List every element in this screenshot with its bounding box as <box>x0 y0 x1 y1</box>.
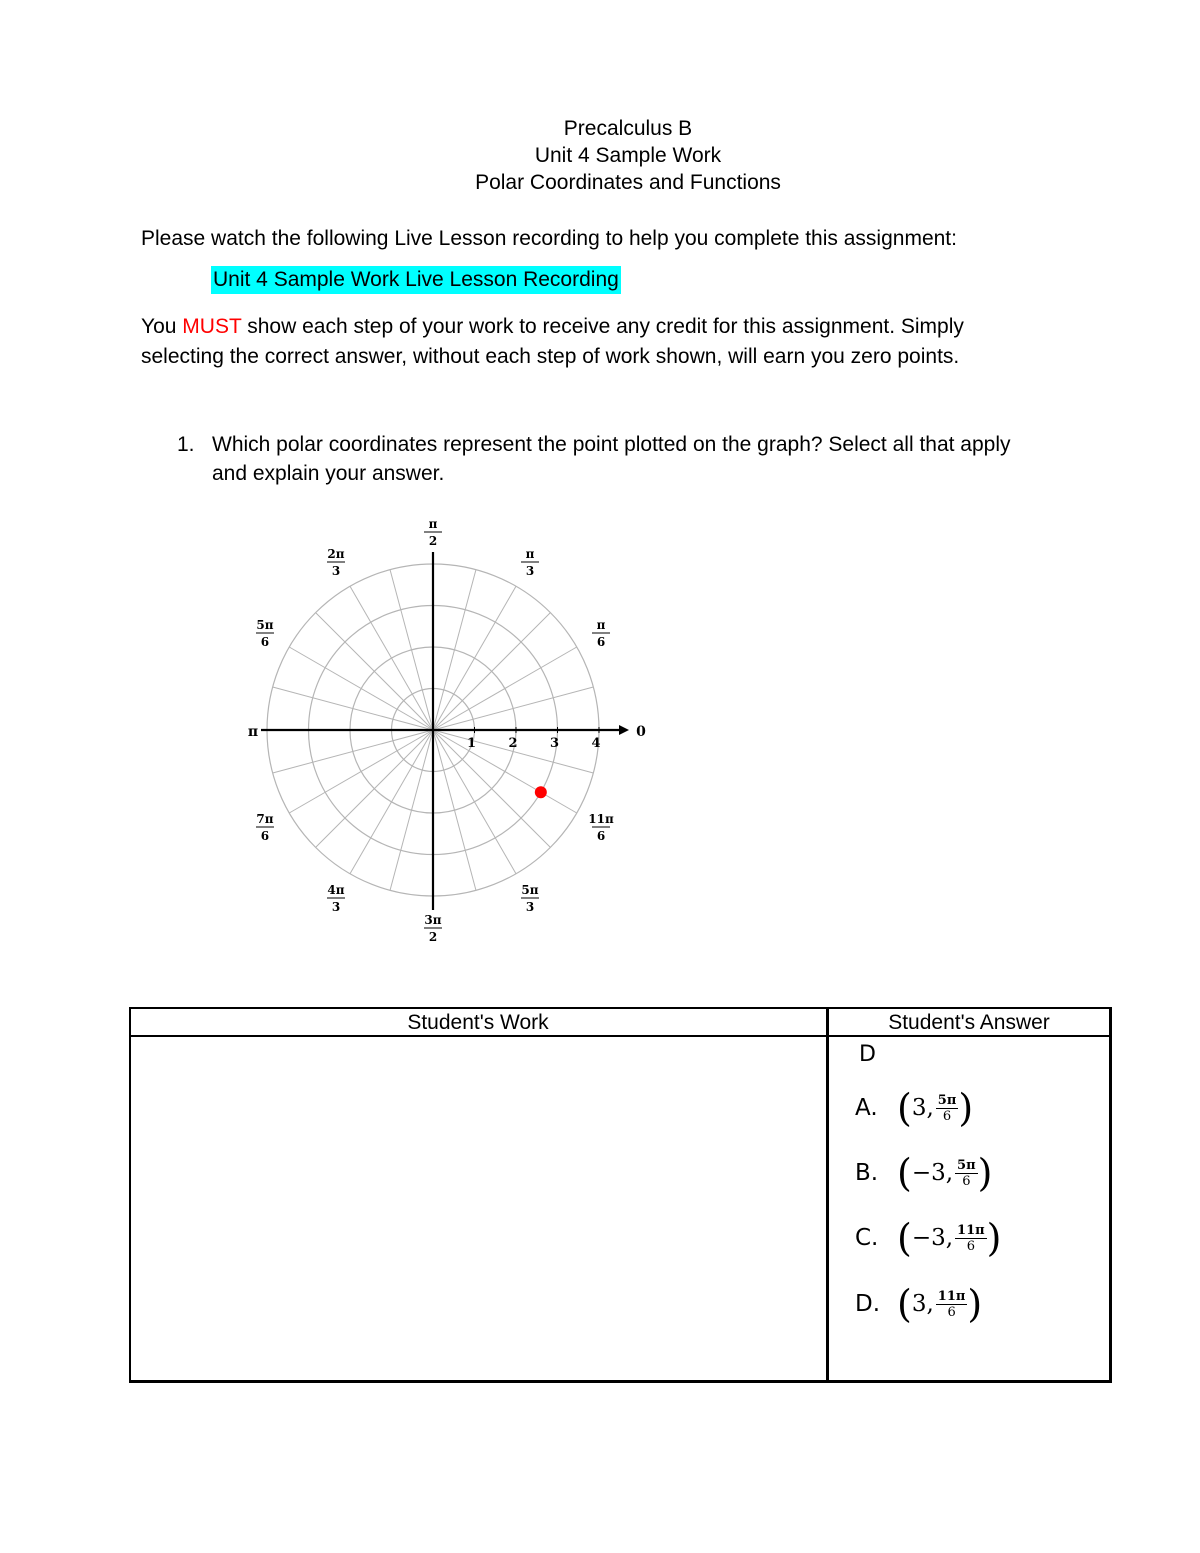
course-title: Precalculus B <box>563 117 693 140</box>
question-text <box>212 430 1132 488</box>
angle-label-numerator: 5π <box>521 883 539 898</box>
option-radius: 3, <box>911 1291 934 1317</box>
plotted-point <box>535 786 547 798</box>
angle-label <box>327 547 345 578</box>
option-expression <box>897 1282 983 1326</box>
option-angle <box>936 1093 959 1124</box>
left-paren: ( <box>897 1282 912 1326</box>
warning-pre: You <box>141 315 183 338</box>
right-paren: ) <box>958 1086 974 1130</box>
student-answer-value[interactable]: D <box>859 1042 876 1067</box>
topic-title: Polar Coordinates and Functions <box>475 171 781 194</box>
angle-label <box>592 618 610 649</box>
x-axis-arrow <box>619 725 629 735</box>
table-header-border <box>129 1035 1112 1037</box>
option-letter: D. <box>855 1291 881 1317</box>
left-paren: ( <box>897 1086 912 1130</box>
angle-numerator: 5π <box>957 1157 976 1173</box>
live-lesson-link[interactable]: Unit 4 Sample Work Live Lesson Recording <box>211 266 621 294</box>
radial-tick-label: 3 <box>549 736 560 751</box>
angle-label-numerator: 3π <box>424 913 442 927</box>
angle-label-denominator: 3 <box>525 900 535 915</box>
question-number: 1. <box>177 433 195 456</box>
warning-must: MUST <box>182 315 242 338</box>
angle-numerator: 11π <box>937 1288 966 1304</box>
angle-label <box>327 883 345 914</box>
angle-label-denominator: 6 <box>260 829 270 843</box>
angle-denominator: 6 <box>947 1304 956 1320</box>
option-letter: C. <box>855 1225 879 1251</box>
angle-label <box>588 812 614 843</box>
left-paren: ( <box>897 1151 912 1195</box>
col-header-work: Student's Work <box>407 1011 549 1034</box>
angle-label-numerator: π <box>525 546 535 561</box>
pi-label: π <box>247 724 259 740</box>
angle-label-numerator: 11π <box>588 812 614 826</box>
angle-label-numerator: π <box>596 618 606 632</box>
table-left-border <box>129 1007 131 1383</box>
student-work-area[interactable] <box>133 1039 823 1377</box>
angle-denominator: 6 <box>962 1173 971 1189</box>
warning-line2: selecting the correct answer, without each step of work shown, will earn you zero points. <box>141 345 960 368</box>
warning-text <box>141 312 964 372</box>
angle-label-denominator: 3 <box>331 900 341 915</box>
unit-title: Unit 4 Sample Work <box>534 144 722 167</box>
right-paren: ) <box>986 1216 1002 1260</box>
option-radius: 3, <box>911 1095 934 1121</box>
table-bottom-border <box>129 1380 1112 1383</box>
angle-label-numerator: 7π <box>256 812 274 826</box>
angle-denominator: 6 <box>966 1238 975 1254</box>
warning-post: show each step of your work to receive any credit for this assignment. Simply <box>241 315 964 338</box>
option-expression <box>897 1086 974 1130</box>
table-divider <box>826 1007 829 1383</box>
table-top-border <box>129 1007 1112 1009</box>
zero-label: 0 <box>636 724 646 740</box>
option-expression <box>897 1151 993 1195</box>
angle-label-numerator: π <box>428 517 438 531</box>
watch-instruction: Please watch the following Live Lesson recording to help you complete this assignment: <box>141 227 957 250</box>
angle-label-numerator: 2π <box>327 546 345 561</box>
option-angle <box>955 1158 978 1189</box>
answer-option[interactable] <box>855 1279 982 1329</box>
option-letter: A. <box>855 1095 878 1121</box>
angle-label-denominator: 2 <box>428 930 438 944</box>
angle-label-denominator: 6 <box>596 829 606 843</box>
option-angle <box>936 1289 968 1320</box>
angle-numerator: 11π <box>957 1222 985 1238</box>
option-radius: −3, <box>911 1160 954 1186</box>
angle-label <box>256 812 274 843</box>
angle-label <box>424 913 442 944</box>
option-letter: B. <box>855 1160 879 1186</box>
radial-tick-label: 4 <box>591 736 601 751</box>
question-line1: Which polar coordinates represent the point plotted on the graph? Select all that apply <box>212 433 1011 456</box>
option-angle <box>955 1223 987 1254</box>
angle-label <box>256 618 274 649</box>
angle-label-numerator: 4π <box>327 883 345 898</box>
angle-label-denominator: 6 <box>596 635 606 649</box>
col-header-answer: Student's Answer <box>888 1011 1050 1034</box>
answer-option[interactable] <box>855 1213 1001 1263</box>
angle-numerator: 5π <box>937 1092 957 1108</box>
angle-denominator: 6 <box>942 1108 952 1124</box>
angle-label <box>521 883 539 914</box>
answer-option[interactable] <box>855 1083 973 1133</box>
polar-graph <box>240 515 660 955</box>
option-expression <box>897 1216 1002 1260</box>
question-line2: and explain your answer. <box>212 462 445 485</box>
right-paren: ) <box>967 1282 983 1326</box>
radial-tick-label: 2 <box>508 736 518 751</box>
radial-tick-label: 1 <box>466 736 477 751</box>
angle-label-denominator: 3 <box>525 563 535 578</box>
left-paren: ( <box>897 1216 912 1260</box>
table-right-border <box>1109 1007 1112 1383</box>
angle-label <box>521 547 539 578</box>
right-paren: ) <box>977 1151 993 1195</box>
angle-label-denominator: 2 <box>428 534 438 548</box>
angle-label <box>424 517 442 548</box>
answer-option[interactable] <box>855 1148 992 1198</box>
polar-grid <box>261 552 629 910</box>
angle-label-numerator: 5π <box>256 618 274 632</box>
angle-label-denominator: 6 <box>260 635 270 649</box>
angle-label-denominator: 3 <box>331 563 341 578</box>
option-radius: −3, <box>911 1225 954 1251</box>
